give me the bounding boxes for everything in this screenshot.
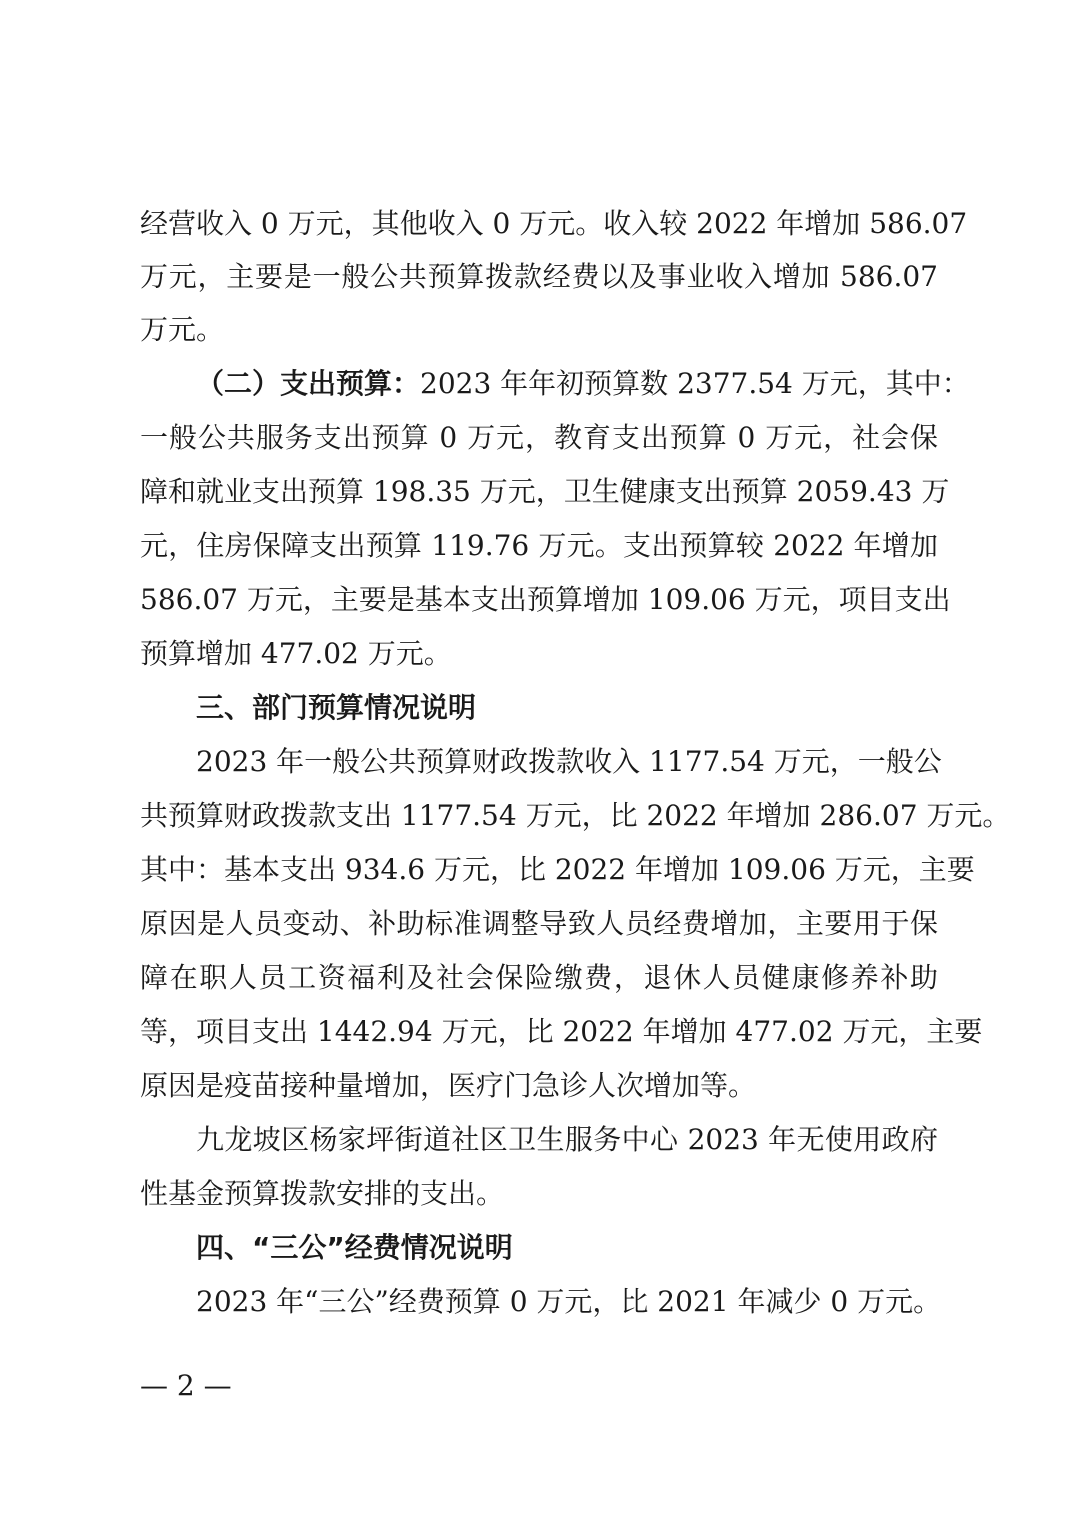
paragraph-line: 元，住房保障支出预算 119.76 万元。支出预算较 2022 年增加 <box>140 529 938 562</box>
paragraph-line: 2023 年“三公”经费预算 0 万元，比 2021 年减少 0 万元。 <box>196 1285 942 1318</box>
section-heading: 三、部门预算情况说明 <box>196 691 477 724</box>
paragraph-line: 万元。 <box>140 313 225 346</box>
section-heading: 四、“三公”经费情况说明 <box>196 1231 513 1264</box>
paragraph-line: 586.07 万元，主要是基本支出预算增加 109.06 万元，项目支出 <box>140 583 951 616</box>
paragraph-line: 万元，主要是一般公共预算拨款经费以及事业收入增加 586.07 <box>140 260 938 293</box>
expense-lead-label: （二）支出预算： <box>196 367 421 400</box>
paragraph-line: 九龙坡区杨家坪街道社区卫生服务中心 2023 年无使用政府 <box>196 1123 938 1156</box>
paragraph-line: 其中：基本支出 934.6 万元，比 2022 年增加 109.06 万元，主要 <box>140 853 975 886</box>
page-number: — 2 — <box>140 1369 232 1402</box>
paragraph-line: 2023 年一般公共预算财政拨款收入 1177.54 万元，一般公 <box>196 745 942 778</box>
paragraph-line: 等，项目支出 1442.94 万元，比 2022 年增加 477.02 万元，主要 <box>140 1015 983 1048</box>
paragraph-line: 共预算财政拨款支出 1177.54 万元，比 2022 年增加 286.07 万元。 <box>140 799 1011 832</box>
paragraph-line: 原因是人员变动、补助标准调整导致人员经费增加，主要用于保 <box>140 907 938 940</box>
paragraph-line: 性基金预算拨款安排的支出。 <box>140 1177 505 1210</box>
paragraph-line: 经营收入 0 万元，其他收入 0 万元。收入较 2022 年增加 586.07 <box>140 207 968 240</box>
paragraph-line: 障在职人员工资福利及社会保险缴费，退休人员健康修养补助 <box>140 961 938 994</box>
paragraph-line: 障和就业支出预算 198.35 万元，卫生健康支出预算 2059.43 万 <box>140 475 950 508</box>
paragraph-line: 一般公共服务支出预算 0 万元，教育支出预算 0 万元，社会保 <box>140 421 938 454</box>
paragraph-line: 预算增加 477.02 万元。 <box>140 637 452 670</box>
paragraph-line <box>196 366 970 402</box>
paragraph-line: 原因是疫苗接种量增加，医疗门急诊人次增加等。 <box>140 1069 757 1102</box>
expense-lead-text: 2023 年年初预算数 2377.54 万元，其中： <box>420 367 970 400</box>
